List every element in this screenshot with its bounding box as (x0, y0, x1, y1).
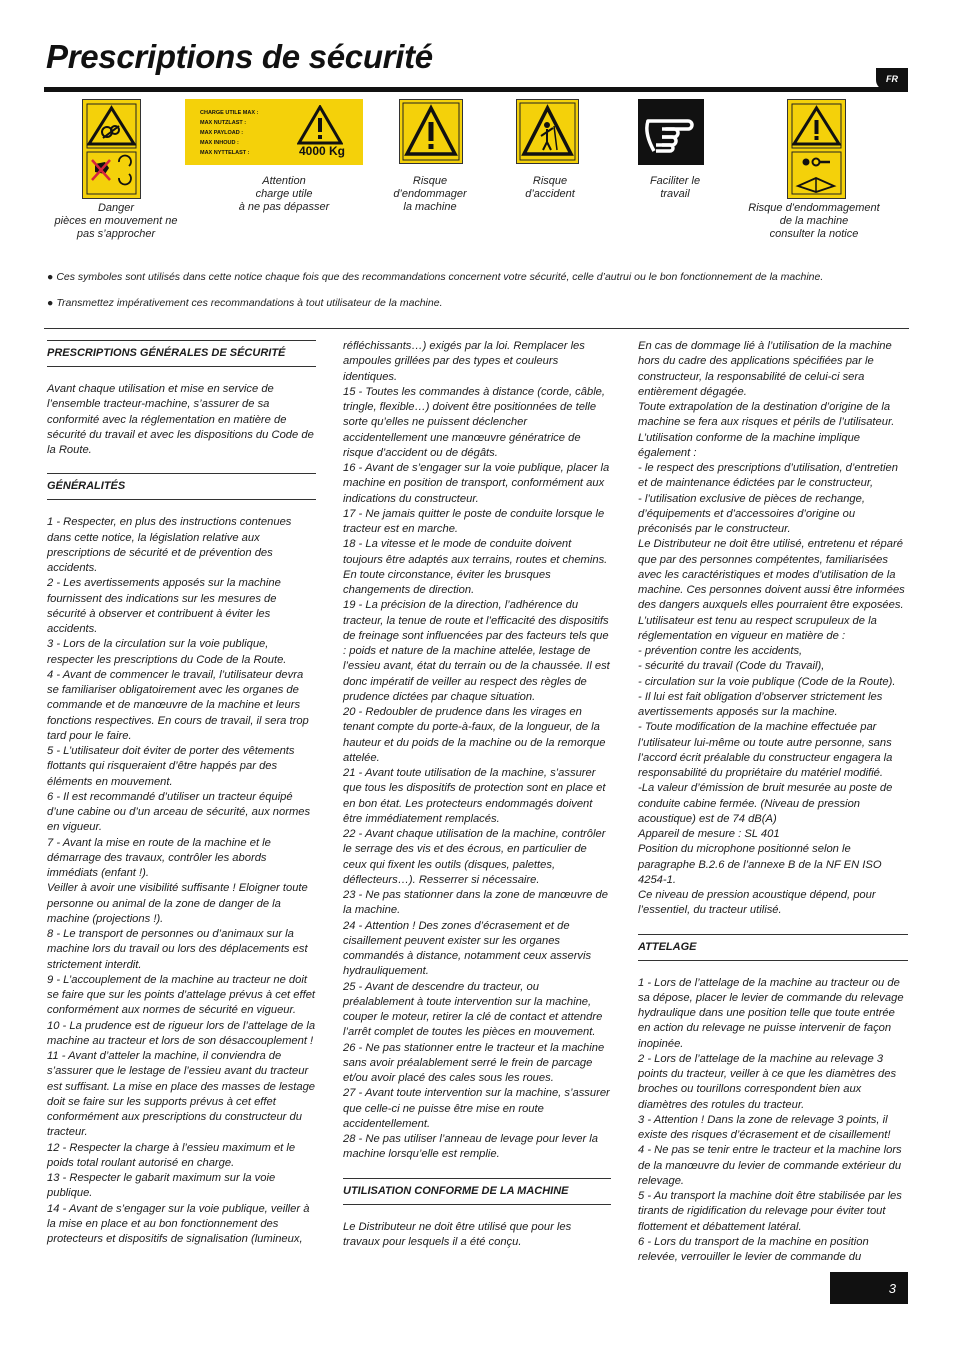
bullet-transmit-note: ● Transmettez impérativement ces recommandations à tout utilisateur de la machine. (47, 297, 443, 309)
column-3 (638, 339, 908, 1265)
heading-conforming-use: UTILISATION CONFORME DE LA MACHINE (343, 1178, 611, 1205)
list-item: En cas de dommage lié à l’utilisation de la machine hors du cadre des applications spécifiées par le constructeur, la responsabilité de celui-ci sera entièrement dégagée. (638, 340, 892, 398)
list-item: Veiller à avoir une visibilité suffisante ! Eloigner toute personne ou animal de la zone de danger de la machine (projections !). (47, 882, 308, 925)
list-item: 8 - Le transport de personnes ou d’animaux sur la machine lors du travail ou lors des déplacements est strictement interdit. (47, 928, 308, 971)
bullet-symbols-note: ● Ces symboles sont utilisés dans cette notice chaque fois que des recommandations concernent votre sécurité, celle d’autrui ou le bon fonctionnement de la machine. (47, 271, 824, 283)
list-item: Appareil de mesure : SL 401 (638, 828, 780, 840)
section-divider (44, 328, 909, 329)
list-item: -La valeur d’émission de bruit mesurée au poste de conduite cabine fermée. (Niveau de pression acoustique) est de 74 dB(A) (638, 782, 893, 825)
heading-attelage: ATTELAGE (638, 934, 908, 961)
page-title: Prescriptions de sécurité (46, 38, 433, 75)
bullet-text: Ces symboles sont utilisés dans cette notice chaque fois que des recommandations concernent votre sécurité, celle d’autrui ou le bon fonctionnement de la machine. (56, 271, 824, 283)
heading-generalites: GÉNÉRALITÉS (47, 473, 316, 500)
list-item: - le respect des prescriptions d’utilisation, d’entretien et de maintenance édictées par le constructeur, (638, 462, 898, 490)
list-item: 1 - Respecter, en plus des instructions contenues dans cette notice, la législation relative aux prescriptions de sécurité et de prévention des accidents. (47, 516, 292, 574)
list-item: 19 - La précision de la direction, l’adhérence du tracteur, la tenue de route et l’efficacité des dispositifs de freinage sont influencées par des facteurs tels que : poids et nature de la machine attelée, lestage de l’essieu avant, état du terrain ou de la chaussée. Il est donc impératif de veiller au respect des règles de prudence dictées par chaque situation. (343, 599, 610, 703)
list-item: 15 - Toutes les commandes à distance (corde, câble, tringle, flexible…) doivent être positionnées de telle sorte qu’elles ne puissent déclencher accidentellement une manœuvre génératrice de risque d’accident ou de dégâts. (343, 385, 606, 459)
list-item: 5 - L’utilisateur doit éviter de porter des vêtements flottants qui risqueraient d’être happés par des éléments en mouvement. (47, 745, 295, 788)
list-item: L’utilisation conforme de la machine implique également : (638, 431, 861, 459)
list-item: 21 - Avant toute utilisation de la machine, s’assurer que tous les dispositifs de protection sont en place et en bon état. Les protecteurs endommagés doivent être immédiatement remplacés. (343, 767, 606, 825)
list-item: 12 - Respecter la charge à l’essieu maximum et le poids total roulant autorisé en charge. (47, 1141, 296, 1169)
list-item: 14 - Avant de s’engager sur la voie publique, veiller à la mise en place et au bon fonctionnement des protecteurs et dispositifs de signalisation (lumineux, (47, 1202, 310, 1245)
list-item: - l’utilisation exclusive de pièces de rechange, d’équipements et d’accessoires d’origine ou préconisés par le constructeur. (638, 492, 865, 535)
list-item: 9 - L’accouplement de la machine au tracteur ne doit se faire que sur les points d’attelage prévus à cet effet conformément aux normes de sécurité en vigueur. (47, 973, 316, 1017)
list-item: 13 - Respecter le gabarit maximum sur la voie publique. (47, 1172, 276, 1200)
list-item: réfléchissants…) exigés par la loi. Remplacer les ampoules grillées par des types et couleurs identiques. (343, 340, 585, 383)
list-item: Ce niveau de pression acoustique dépend, pour l’essentiel, du tracteur utilisé. (638, 889, 876, 917)
list-item: 7 - Avant la mise en route de la machine et le démarrage des travaux, contrôler les abords immédiats (enfant !). (47, 836, 271, 879)
accident-risk-icon (516, 99, 579, 164)
symbol-caption-accident: Risque d’accident (525, 175, 575, 200)
machine-damage-warning-icon (399, 99, 463, 164)
payload-value: 4000 Kg (298, 144, 346, 158)
list-item: 25 - Avant de descendre du tracteur, ou préalablement à toute intervention sur la machine, couper le moteur, retirer la clé de contact et attendre l’arrêt complet de toutes les pièces en mouvement. (343, 980, 603, 1039)
list-item: 3 - Lors de la circulation sur la voie publique, respecter les prescriptions du Code de la Route. (47, 638, 287, 666)
payload-label-line: MAX PAYLOAD : (200, 130, 244, 136)
list-item: - prévention contre les accidents, (638, 645, 803, 657)
pointing-hand-icon (638, 99, 704, 165)
payload-label-line: MAX INHOUD : (200, 140, 239, 146)
list-item: 23 - Ne pas stationner dans la zone de manœuvre de la machine. (343, 889, 608, 917)
symbol-caption-danger: Danger pièces en mouvement ne pas s’approcher (54, 202, 178, 240)
column-1 (47, 340, 316, 1247)
max-payload-label-icon (185, 99, 363, 165)
payload-label-line: MAX NUTZLAST : (200, 120, 247, 126)
list-item: 16 - Avant de s’engager sur la voie publique, placer la machine en position de transport, conformément aux indications du constructeur. (343, 462, 610, 505)
list-item: 4 - Avant de commencer le travail, l’utilisateur devra se familiariser obligatoirement avec les organes de commande et de manœuvre de la machine et leurs fonctions respectives. En cours de travail, il sera trop tard pour le faire. (47, 668, 309, 742)
list-item: - circulation sur la voie publique (Code de la Route). (638, 675, 896, 688)
list-item: 11 - Avant d’atteler la machine, il conviendra de s’assurer que le lestage de l’essieu avant du tracteur est suffisant. La mise en place des masses de lestage doit se faire sur les supports prévus à cet effet conformément aux prescriptions du constructeur du tracteur. (47, 1050, 316, 1139)
list-item: 27 - Avant toute intervention sur la machine, s’assurer que celle-ci ne puisse être mise en route accidentellement. (343, 1087, 610, 1130)
list-item: 20 - Redoubler de prudence dans les virages en tenant compte du porte-à-faux, de la longueur, de la hauteur et du poids de la machine ou de la remorque attelée. (343, 706, 606, 764)
consult-manual-warning-icon (787, 99, 846, 199)
column-2 (343, 339, 611, 1250)
language-badge: FR (876, 68, 908, 90)
payload-label-line: MAX NYTTELAST : (200, 150, 250, 156)
heading-general-safety: PRESCRIPTIONS GÉNÉRALES DE SÉCURITÉ (47, 340, 316, 367)
list-item: 5 - Au transport la machine doit être stabilisée par les tirants de rigidification du relevage pour éviter tout flottement et débattement latéral. (638, 1190, 902, 1233)
symbol-caption-machine-damage: Risque d’endommager la machine (393, 175, 467, 213)
list-item: Position du microphone positionné selon le paragraphe B.2.6 de l’annexe B de la NF EN ISO 4254-1. (638, 843, 882, 886)
list-item: - Il lui est fait obligation d’observer strictement les avertissements apposés sur la machine. (638, 690, 883, 718)
list-item: 28 - Ne pas utiliser l’anneau de levage pour lever la machine lorsqu’elle est remplie. (343, 1133, 598, 1161)
list-item: Toute extrapolation de la destination d’origine de la machine se fera aux risques et périls de l’utilisateur. (638, 401, 895, 429)
list-item: L’utilisateur est tenu au respect scrupuleux de la réglementation en vigueur en matière de : (638, 614, 877, 642)
list-item: 2 - Les avertissements apposés sur la machine fournissent des indications sur les mesures de sécurité à observer et contribuent à éviter les accidents. (47, 577, 281, 635)
paragraph-general-safety: Avant chaque utilisation et mise en service de l’ensemble tracteur-machine, s’assurer de sa conformité avec la réglementation en matière de sécurité du travail et avec les dispositions du Code de la Route. (47, 383, 314, 456)
danger-moving-parts-icon (82, 99, 141, 199)
list-item: 6 - Lors du transport de la machine en position relevée, verrouiller le levier de commande du (638, 1235, 869, 1263)
payload-label-line: CHARGE UTILE MAX : (200, 110, 259, 116)
symbol-caption-ease-work: Faciliter le travail (649, 175, 701, 200)
list-item: 6 - Il est recommandé d’utiliser un tracteur équipé d’une cabine ou d’un arceau de sécurité, aux normes en vigueur. (47, 790, 311, 834)
list-item: - Toute modification de la machine effectuée par l’utilisateur lui-même ou toute autre personne, sans l’accord écrit préalable du constructeur engagera la responsabilité du propriétaire du matériel modifié. (638, 721, 893, 779)
symbol-caption-consult-manual: Risque d’endommagement de la machine consulter la notice (748, 202, 880, 240)
list-item: 2 - Lors de l’attelage de la machine au relevage 3 points du tracteur, veiller à ce que les diamètres des broches ou tourillons correspondent bien aux diamètres des rotules du tracteur. (638, 1052, 897, 1111)
list-item: 1 - Lors de l’attelage de la machine au tracteur ou de sa dépose, placer le levier de commande du relevage hydraulique dans une position telle que toute entrée en action du relevage ne puisse intervenir de façon inopinée. (638, 976, 904, 1050)
list-item: 3 - Attention ! Dans la zone de relevage 3 points, il existe des risques d’écrasement et de cisaillement! (638, 1113, 891, 1141)
list-item: Le Distributeur ne doit être utilisé, entretenu et réparé que par des personnes compétentes, familiarisées avec les caractéristiques et modes d’utilisation de la machine. Ces personnes doivent aussi être informées des dangers auxquels elles pourraient être exposées. (638, 538, 905, 612)
list-item: 4 - Ne pas se tenir entre le tracteur et la machine lors de la manœuvre du levier de commande extérieur du relevage. (638, 1144, 902, 1187)
list-item: 18 - La vitesse et le mode de conduite doivent toujours être adaptés aux terrains, routes et chemins. En toute circonstance, éviter les brusques changements de direction. (343, 538, 608, 596)
bullet-text: Transmettez impérativement ces recommandations à tout utilisateur de la machine. (56, 297, 443, 309)
list-item: 26 - Ne pas stationner entre le tracteur et la machine sans avoir préalablement serré le frein de parcage et/ou avoir placé des cales sous les roues. (343, 1041, 605, 1084)
symbol-caption-payload: Attention charge utile à ne pas dépasser (238, 175, 330, 213)
paragraph-conforming-use: Le Distributeur ne doit être utilisé que pour les travaux pour lesquels il a été conçu. (343, 1220, 572, 1248)
list-item: 22 - Avant chaque utilisation de la machine, contrôler le serrage des vis et des écrous, en particulier de ceux qui fixent les outils (disques, palettes, déflecteurs…). Resserrer si nécessaire. (343, 828, 606, 886)
title-underline (44, 87, 908, 92)
list-item: 10 - La prudence est de rigueur lors de l’attelage de la machine au tracteur et lors de son désaccouplement ! (47, 1019, 316, 1047)
list-item: - sécurité du travail (Code du Travail), (638, 660, 825, 673)
list-item: 24 - Attention ! Des zones d’écrasement et de cisaillement peuvent exister sur les organes commandés à distance, notamment ceux asservis hydrauliquement. (343, 919, 592, 978)
page-number: 3 (830, 1272, 908, 1304)
list-item: 17 - Ne jamais quitter le poste de conduite lorsque le tracteur est en marche. (343, 507, 605, 535)
